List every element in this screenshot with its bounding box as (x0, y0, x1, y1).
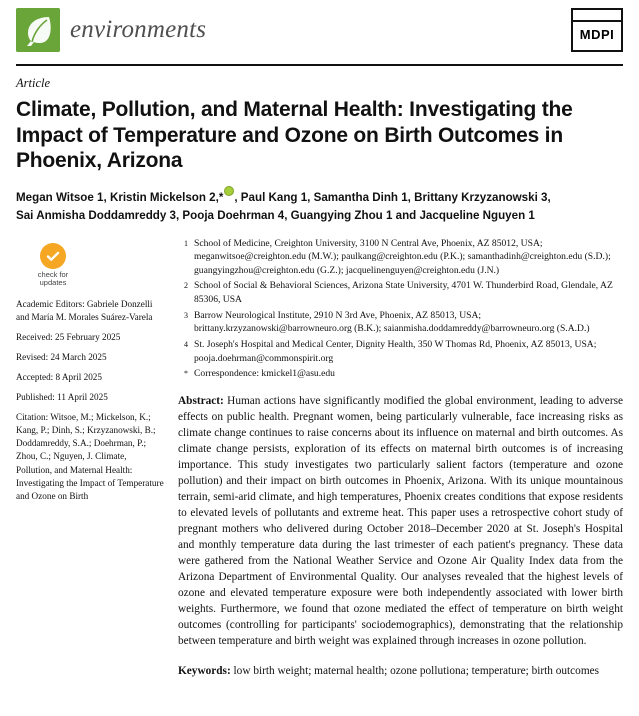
date-revised: Revised: 24 March 2025 (16, 352, 107, 363)
publication-meta (16, 298, 164, 404)
abstract-section (178, 393, 623, 650)
journal-logo[interactable] (16, 8, 206, 52)
mdpi-label: MDPI (579, 26, 615, 42)
affiliations-list (178, 237, 623, 381)
date-accepted: Accepted: 8 April 2025 (16, 372, 102, 383)
affiliation-number: 4 (184, 339, 188, 349)
author-line-2: Sai Anmisha Doddamreddy 3, Pooja Doehrman 4, Guangying Zhou 1 and Jacqueline Nguyen 1 (16, 208, 535, 222)
correspondence-text: Correspondence: kmickel1@asu.edu (194, 368, 335, 380)
masthead (0, 0, 639, 62)
affiliation-text: St. Joseph's Hospital and Medical Center, Dignity Health, 350 W Thomas Rd, Phoenix, AZ 85013, USA; pooja.doehrman@commonspirit.org (194, 338, 597, 364)
affiliation-item (178, 279, 623, 306)
author-line-1b: , Paul Kang 1, Samantha Dinh 1, Brittany Krzyzanowski 3, (234, 190, 551, 204)
affiliation-number: 1 (184, 238, 188, 248)
article-type-label: Article (16, 76, 51, 90)
title-block (0, 66, 639, 225)
check-for-updates-badge[interactable] (16, 243, 90, 288)
orcid-icon[interactable] (224, 186, 234, 196)
author-line-1: Megan Witsoe 1, Kristin Mickelson 2,* (16, 190, 224, 204)
right-content-column (178, 237, 623, 680)
check-updates-icon (40, 243, 66, 269)
abstract-heading: Abstract: (178, 394, 224, 407)
keywords-heading: Keywords: (178, 665, 231, 678)
affiliation-item (178, 309, 623, 336)
date-published: Published: 11 April 2025 (16, 392, 108, 403)
page-title: Climate, Pollution, and Maternal Health: Investigating the Impact of Temperature and Ozone on Birth Outcomes in Phoenix, Arizona (16, 98, 573, 173)
author-list (16, 186, 576, 225)
leaf-icon (16, 8, 60, 52)
body-area (0, 229, 639, 680)
date-received: Received: 25 February 2025 (16, 332, 121, 342)
left-meta-column (16, 237, 164, 680)
check-updates-label (38, 271, 68, 288)
affiliation-number: 3 (184, 310, 188, 320)
keywords-section (178, 663, 623, 679)
affiliation-text: School of Social & Behavioral Sciences, Arizona State University, 4701 W. Thunderbird Road, Glendale, AZ 85306, USA (194, 280, 613, 306)
keywords-text: low birth weight; maternal health; ozone pollutiona; temperature; birth outcomes (230, 665, 600, 678)
check-updates-line2: updates (39, 278, 67, 288)
citation-block: Citation: Witsoe, M.; Mickelson, K.; Kang, P.; Dinh, S.; Krzyzanowski, B.; Doddamreddy, S.A.; Doehrman, P.; Zhou, C.; Nguyen, J. Climate, Pollution, and Maternal Health: Investigating the Impact of Temperature and Ozone on Birth (16, 412, 164, 501)
affiliation-item (178, 338, 623, 365)
affiliation-number: 2 (184, 281, 188, 291)
correspondence-item (178, 367, 623, 381)
academic-editors: Academic Editors: Gabriele Donzelli and María M. Morales Suárez-Varela (16, 298, 153, 322)
affiliation-item (178, 237, 623, 278)
mdpi-bar (573, 10, 621, 22)
publisher-logo[interactable] (571, 8, 623, 52)
affiliation-text: Barrow Neurological Institute, 2910 N 3rd Ave, Phoenix, AZ 85013, USA; brittany.krzyzanowski@barrowneuro.org (B.K.); saianmisha.doddamreddy@barrowneuro.org (S.A.D.) (194, 309, 590, 335)
correspondence-marker: * (184, 369, 188, 379)
check-updates-line1: check for (37, 269, 69, 279)
abstract-text: Human actions have significantly modified the global environment, leading to adverse effects on public health. Pregnant women, being particularly vulnerable, face increasing risks as climate change continues to raise concerns about its influence on maternal and birth outcomes. As climate change persists, exploration of its effects on maternal birth outcomes is of increasing importance. This study investigates two particularly salient factors (temperature and ozone pollution) and their impact on birth outcomes in Phoenix, Arizona. With its unique mountainous terrain, semi-arid climate, and high temperatures, Phoenix creates conditions that expose residents to elevated levels of pollutants and extreme heat. This paper uses a retrospective cohort study of pregnant mothers who delivered during October 2018–December 2020 at St. Joseph's Hospital and monthly temperature data during the last trimester of each patient's pregnancy. These data were gathered from the National Weather Service and Ozone Air Quality Index data from the Arizona Department of Environmental Quality. Our analyses revealed that the highest levels of ozone and elevated temperature exposure were both independently associated with lower birth weights. Furthermore, we found that ozone mediated the effect of temperature on birth weight outcomes (controlling for participants' sociodemographics), demonstrating that the relationship between temperature and birth weight was explained through increases in ozone pollution. (178, 394, 623, 648)
affiliation-text: School of Medicine, Creighton University, 3100 N Central Ave, Phoenix, AZ 85012, USA; meganwitsoe@creighton.edu (M.W.); paulkang@creighton.edu (P.K.); samanthadinh@creighton.edu (S.D.); guangyingzhou@creighton.edu (G.Z.); jacquelinenguyen@creighton.edu (J.N.) (194, 237, 611, 276)
journal-title: environments (70, 16, 207, 43)
